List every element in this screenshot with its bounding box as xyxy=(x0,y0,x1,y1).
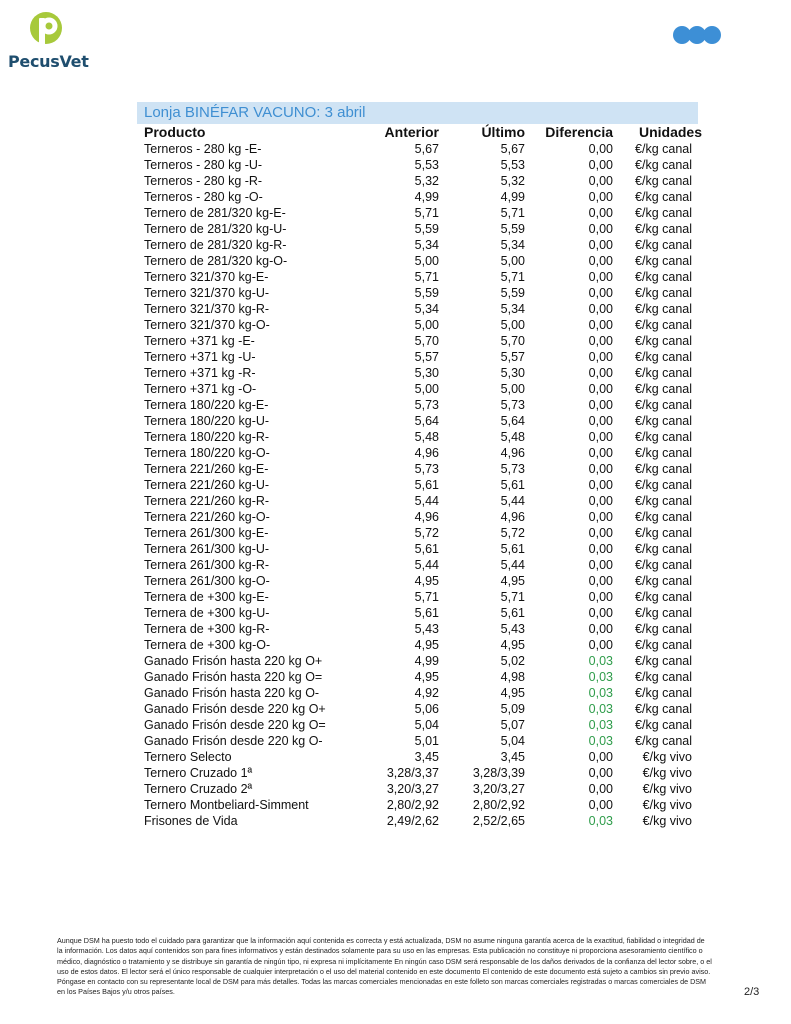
anterior-cell: 5,43 xyxy=(414,622,439,636)
table-row xyxy=(140,445,702,461)
diferencia-cell: 0,00 xyxy=(588,782,613,796)
diferencia-cell: 0,00 xyxy=(588,574,613,588)
anterior-cell: 5,61 xyxy=(414,606,439,620)
table-row xyxy=(140,365,702,381)
producto-cell: Ternera 261/300 kg-R- xyxy=(144,558,270,572)
unidades-cell: €/kg canal xyxy=(635,270,692,284)
unidades-cell: €/kg vivo xyxy=(642,782,692,796)
producto-cell: Ternero Montbeliard-Simment xyxy=(144,798,309,812)
unidades-cell: €/kg canal xyxy=(635,606,692,620)
table-row xyxy=(140,589,702,605)
diferencia-cell: 0,00 xyxy=(588,174,613,188)
anterior-cell: 3,20/3,27 xyxy=(386,782,439,796)
producto-cell: Ternera 261/300 kg-E- xyxy=(144,526,269,540)
unidades-cell: €/kg canal xyxy=(635,510,692,524)
anterior-cell: 5,57 xyxy=(414,350,439,364)
producto-cell: Ternero de 281/320 kg-R- xyxy=(144,238,287,252)
table-row xyxy=(140,541,702,557)
table-row xyxy=(140,573,702,589)
diferencia-cell: 0,03 xyxy=(588,814,613,828)
table-row xyxy=(140,253,702,269)
table-row xyxy=(140,749,702,765)
unidades-cell: €/kg canal xyxy=(635,590,692,604)
unidades-cell: €/kg vivo xyxy=(642,814,692,828)
anterior-cell: 4,96 xyxy=(414,510,439,524)
diferencia-cell: 0,00 xyxy=(588,446,613,460)
column-header-producto: Producto xyxy=(144,124,206,140)
table-row xyxy=(140,173,702,189)
ultimo-cell: 5,70 xyxy=(500,334,525,348)
column-header-unidades: Unidades xyxy=(638,124,702,140)
table-row xyxy=(140,653,702,669)
brand-name: PecusVet xyxy=(8,52,89,71)
producto-cell: Ternero Cruzado 2ª xyxy=(144,782,253,796)
unidades-cell: €/kg canal xyxy=(635,654,692,668)
ultimo-cell: 5,64 xyxy=(500,414,525,428)
table-row xyxy=(140,413,702,429)
ultimo-cell: 5,44 xyxy=(500,494,525,508)
unidades-cell: €/kg canal xyxy=(635,558,692,572)
unidades-cell: €/kg canal xyxy=(635,430,692,444)
ultimo-cell: 5,61 xyxy=(500,606,525,620)
producto-cell: Ternera de +300 kg-U- xyxy=(144,606,270,620)
table-row xyxy=(140,493,702,509)
producto-cell: Ternera 180/220 kg-R- xyxy=(144,430,270,444)
table-row xyxy=(140,333,702,349)
producto-cell: Terneros - 280 kg -E- xyxy=(144,142,262,156)
ultimo-cell: 5,61 xyxy=(500,478,525,492)
diferencia-cell: 0,00 xyxy=(588,510,613,524)
table-row xyxy=(140,381,702,397)
ultimo-cell: 4,95 xyxy=(500,574,525,588)
table-row xyxy=(140,685,702,701)
unidades-cell: €/kg canal xyxy=(635,206,692,220)
ultimo-cell: 5,00 xyxy=(500,382,525,396)
table-row xyxy=(140,397,702,413)
producto-cell: Ternero +371 kg -R- xyxy=(144,366,256,380)
title-banner xyxy=(137,102,698,124)
ultimo-cell: 5,30 xyxy=(500,366,525,380)
table-row xyxy=(140,637,702,653)
unidades-cell: €/kg canal xyxy=(635,318,692,332)
producto-cell: Ternero 321/370 kg-E- xyxy=(144,270,269,284)
anterior-cell: 5,44 xyxy=(414,494,439,508)
anterior-cell: 2,80/2,92 xyxy=(386,798,439,812)
producto-cell: Ternera de +300 kg-R- xyxy=(144,622,270,636)
table-row xyxy=(140,205,702,221)
anterior-cell: 3,28/3,37 xyxy=(386,766,439,780)
ultimo-cell: 5,44 xyxy=(500,558,525,572)
diferencia-cell: 0,00 xyxy=(588,462,613,476)
ultimo-cell: 5,43 xyxy=(500,622,525,636)
ultimo-cell: 4,99 xyxy=(500,190,525,204)
diferencia-cell: 0,00 xyxy=(588,638,613,652)
diferencia-cell: 0,00 xyxy=(588,542,613,556)
diferencia-cell: 0,00 xyxy=(588,622,613,636)
diferencia-cell: 0,00 xyxy=(588,382,613,396)
ultimo-cell: 5,48 xyxy=(500,430,525,444)
diferencia-cell: 0,00 xyxy=(588,190,613,204)
anterior-cell: 5,00 xyxy=(414,254,439,268)
diferencia-cell: 0,00 xyxy=(588,254,613,268)
ultimo-cell: 5,71 xyxy=(500,270,525,284)
producto-cell: Ternero de 281/320 kg-O- xyxy=(144,254,288,268)
ultimo-cell: 4,95 xyxy=(500,686,525,700)
diferencia-cell: 0,00 xyxy=(588,798,613,812)
page-number: 2/3 xyxy=(744,986,760,998)
producto-cell: Ganado Frisón hasta 220 kg O= xyxy=(144,670,323,684)
pecusvet-logo-icon xyxy=(26,10,66,50)
diferencia-cell: 0,00 xyxy=(588,430,613,444)
diferencia-cell: 0,00 xyxy=(588,558,613,572)
anterior-cell: 4,96 xyxy=(414,446,439,460)
anterior-cell: 4,99 xyxy=(414,654,439,668)
table-row xyxy=(140,269,702,285)
anterior-cell: 5,32 xyxy=(414,174,439,188)
diferencia-cell: 0,00 xyxy=(588,398,613,412)
diferencia-cell: 0,00 xyxy=(588,222,613,236)
diferencia-cell: 0,00 xyxy=(588,238,613,252)
table-row xyxy=(140,461,702,477)
unidades-cell: €/kg canal xyxy=(635,670,692,684)
ultimo-cell: 5,61 xyxy=(500,542,525,556)
unidades-cell: €/kg canal xyxy=(635,142,692,156)
unidades-cell: €/kg canal xyxy=(635,526,692,540)
anterior-cell: 5,34 xyxy=(414,302,439,316)
diferencia-cell: 0,03 xyxy=(588,734,613,748)
diferencia-cell: 0,00 xyxy=(588,526,613,540)
column-header-ultimo: Último xyxy=(481,124,525,140)
ultimo-cell: 5,09 xyxy=(500,702,525,716)
producto-cell: Ternera 221/260 kg-O- xyxy=(144,510,270,524)
table-row xyxy=(140,349,702,365)
anterior-cell: 5,73 xyxy=(414,398,439,412)
unidades-cell: €/kg canal xyxy=(635,366,692,380)
producto-cell: Ternera de +300 kg-E- xyxy=(144,590,269,604)
table-row xyxy=(140,221,702,237)
ultimo-cell: 5,07 xyxy=(500,718,525,732)
ultimo-cell: 4,96 xyxy=(500,510,525,524)
unidades-cell: €/kg canal xyxy=(635,334,692,348)
anterior-cell: 4,92 xyxy=(414,686,439,700)
producto-cell: Ternero de 281/320 kg-U- xyxy=(144,222,287,236)
ultimo-cell: 5,00 xyxy=(500,318,525,332)
producto-cell: Ternero +371 kg -U- xyxy=(144,350,256,364)
disclaimer-text: Aunque DSM ha puesto todo el cuidado para garantizar que la información aquí contenida es correcta y está actualizada, DSM no asume ninguna garantía acerca de la exactitud, fiabilidad o integridad de la información. Los datos aquí contenidos son para fines informativos y están destinados solamente para su uso en las empresas. Esta publicación no constituye ni proporciona asesoramiento científico o médico, diagnóstico o tratamiento y se distribuye sin garantía de ningún tipo, ni expresa ni implícitamente En ningún caso DSM será responsable de los daños derivados de la confianza del lector sobre, o el uso de estos datos. El lector será el único responsable de cualquier interpretación o el uso del material contenido en este documento El contenido de este documento está sujeto a cambios sin previo aviso. Póngase en contacto con su representante local de DSM para más detalles. Todas las marcas comerciales mencionadas en este folleto son marcas comerciales registradas o marcas comerciales de DSM en los Países Bajos y/u otros países. xyxy=(57,936,712,997)
anterior-cell: 5,34 xyxy=(414,238,439,252)
anterior-cell: 4,95 xyxy=(414,574,439,588)
ultimo-cell: 3,28/3,39 xyxy=(472,766,525,780)
price-table xyxy=(140,124,702,829)
table-row xyxy=(140,301,702,317)
table-row xyxy=(140,813,702,829)
table-row xyxy=(140,157,702,173)
unidades-cell: €/kg canal xyxy=(635,302,692,316)
anterior-cell: 5,06 xyxy=(414,702,439,716)
producto-cell: Ganado Frisón desde 220 kg O= xyxy=(144,718,326,732)
table-row xyxy=(140,477,702,493)
producto-cell: Ternero +371 kg -E- xyxy=(144,334,255,348)
producto-cell: Ternero 321/370 kg-O- xyxy=(144,318,270,332)
anterior-cell: 5,00 xyxy=(414,318,439,332)
diferencia-cell: 0,00 xyxy=(588,606,613,620)
producto-cell: Ternera 180/220 kg-U- xyxy=(144,414,270,428)
diferencia-cell: 0,00 xyxy=(588,286,613,300)
diferencia-cell: 0,00 xyxy=(588,478,613,492)
ultimo-cell: 5,73 xyxy=(500,462,525,476)
producto-cell: Terneros - 280 kg -O- xyxy=(144,190,263,204)
unidades-cell: €/kg canal xyxy=(635,254,692,268)
anterior-cell: 5,71 xyxy=(414,590,439,604)
ultimo-cell: 5,73 xyxy=(500,398,525,412)
ultimo-cell: 4,96 xyxy=(500,446,525,460)
anterior-cell: 5,53 xyxy=(414,158,439,172)
unidades-cell: €/kg canal xyxy=(635,638,692,652)
unidades-cell: €/kg vivo xyxy=(642,766,692,780)
diferencia-cell: 0,00 xyxy=(588,750,613,764)
ultimo-cell: 5,67 xyxy=(500,142,525,156)
table-row xyxy=(140,733,702,749)
ultimo-cell: 5,59 xyxy=(500,222,525,236)
table-row xyxy=(140,237,702,253)
unidades-cell: €/kg canal xyxy=(635,494,692,508)
table-row xyxy=(140,701,702,717)
diferencia-cell: 0,00 xyxy=(588,206,613,220)
table-row xyxy=(140,189,702,205)
producto-cell: Ganado Frisón desde 220 kg O- xyxy=(144,734,323,748)
unidades-cell: €/kg canal xyxy=(635,622,692,636)
anterior-cell: 5,48 xyxy=(414,430,439,444)
column-header-diferencia: Diferencia xyxy=(545,124,613,140)
ultimo-cell: 5,34 xyxy=(500,238,525,252)
table-row xyxy=(140,557,702,573)
diferencia-cell: 0,00 xyxy=(588,414,613,428)
anterior-cell: 5,59 xyxy=(414,222,439,236)
diferencia-cell: 0,03 xyxy=(588,654,613,668)
pecusvet-logo xyxy=(8,10,88,70)
diferencia-cell: 0,03 xyxy=(588,702,613,716)
table-row xyxy=(140,141,702,157)
producto-cell: Ternera 261/300 kg-U- xyxy=(144,542,270,556)
table-row xyxy=(140,717,702,733)
ultimo-cell: 3,45 xyxy=(500,750,525,764)
table-header-row xyxy=(140,124,702,141)
anterior-cell: 5,59 xyxy=(414,286,439,300)
producto-cell: Ganado Frisón hasta 220 kg O- xyxy=(144,686,320,700)
diferencia-cell: 0,00 xyxy=(588,366,613,380)
unidades-cell: €/kg vivo xyxy=(642,798,692,812)
producto-cell: Terneros - 280 kg -U- xyxy=(144,158,263,172)
ultimo-cell: 4,95 xyxy=(500,638,525,652)
producto-cell: Frisones de Vida xyxy=(144,814,238,828)
anterior-cell: 5,01 xyxy=(414,734,439,748)
diferencia-cell: 0,00 xyxy=(588,302,613,316)
unidades-cell: €/kg canal xyxy=(635,222,692,236)
ultimo-cell: 5,71 xyxy=(500,206,525,220)
table-row xyxy=(140,429,702,445)
page-title: Lonja BINÉFAR VACUNO: 3 abril xyxy=(144,104,366,121)
table-row xyxy=(140,797,702,813)
diferencia-cell: 0,00 xyxy=(588,334,613,348)
ultimo-cell: 2,80/2,92 xyxy=(472,798,525,812)
table-row xyxy=(140,525,702,541)
ultimo-cell: 4,98 xyxy=(500,670,525,684)
producto-cell: Ternera 221/260 kg-E- xyxy=(144,462,269,476)
unidades-cell: €/kg canal xyxy=(635,350,692,364)
anterior-cell: 5,61 xyxy=(414,478,439,492)
producto-cell: Ternera 221/260 kg-R- xyxy=(144,494,270,508)
diferencia-cell: 0,00 xyxy=(588,590,613,604)
diferencia-cell: 0,00 xyxy=(588,142,613,156)
producto-cell: Ganado Frisón desde 220 kg O+ xyxy=(144,702,326,716)
ultimo-cell: 5,57 xyxy=(500,350,525,364)
anterior-cell: 5,04 xyxy=(414,718,439,732)
producto-cell: Ternera 180/220 kg-O- xyxy=(144,446,270,460)
ultimo-cell: 5,32 xyxy=(500,174,525,188)
producto-cell: Ternero 321/370 kg-U- xyxy=(144,286,270,300)
anterior-cell: 4,95 xyxy=(414,638,439,652)
anterior-cell: 5,70 xyxy=(414,334,439,348)
unidades-cell: €/kg canal xyxy=(635,686,692,700)
producto-cell: Ternero Cruzado 1ª xyxy=(144,766,253,780)
producto-cell: Ternera 221/260 kg-U- xyxy=(144,478,270,492)
unidades-cell: €/kg canal xyxy=(635,382,692,396)
unidades-cell: €/kg canal xyxy=(635,478,692,492)
producto-cell: Ternero de 281/320 kg-E- xyxy=(144,206,286,220)
diferencia-cell: 0,00 xyxy=(588,158,613,172)
producto-cell: Terneros - 280 kg -R- xyxy=(144,174,263,188)
anterior-cell: 5,44 xyxy=(414,558,439,572)
unidades-cell: €/kg canal xyxy=(635,734,692,748)
table-row xyxy=(140,317,702,333)
ultimo-cell: 5,71 xyxy=(500,590,525,604)
ultimo-cell: 5,34 xyxy=(500,302,525,316)
ultimo-cell: 2,52/2,65 xyxy=(472,814,525,828)
unidades-cell: €/kg canal xyxy=(635,174,692,188)
unidades-cell: €/kg canal xyxy=(635,446,692,460)
anterior-cell: 4,99 xyxy=(414,190,439,204)
producto-cell: Ternero 321/370 kg-R- xyxy=(144,302,270,316)
unidades-cell: €/kg canal xyxy=(635,702,692,716)
table-row xyxy=(140,765,702,781)
diferencia-cell: 0,03 xyxy=(588,686,613,700)
column-header-anterior: Anterior xyxy=(384,124,439,140)
unidades-cell: €/kg canal xyxy=(635,542,692,556)
producto-cell: Ternero +371 kg -O- xyxy=(144,382,257,396)
table-body xyxy=(140,141,702,829)
table-row xyxy=(140,781,702,797)
producto-cell: Ternera 261/300 kg-O- xyxy=(144,574,270,588)
diferencia-cell: 0,00 xyxy=(588,766,613,780)
diferencia-cell: 0,03 xyxy=(588,670,613,684)
producto-cell: Ternero Selecto xyxy=(144,750,232,764)
anterior-cell: 5,73 xyxy=(414,462,439,476)
anterior-cell: 5,72 xyxy=(414,526,439,540)
unidades-cell: €/kg canal xyxy=(635,190,692,204)
diferencia-cell: 0,00 xyxy=(588,270,613,284)
ultimo-cell: 5,04 xyxy=(500,734,525,748)
anterior-cell: 3,45 xyxy=(414,750,439,764)
unidades-cell: €/kg vivo xyxy=(642,750,692,764)
anterior-cell: 5,61 xyxy=(414,542,439,556)
table-row xyxy=(140,605,702,621)
ultimo-cell: 5,00 xyxy=(500,254,525,268)
anterior-cell: 4,95 xyxy=(414,670,439,684)
unidades-cell: €/kg canal xyxy=(635,574,692,588)
anterior-cell: 2,49/2,62 xyxy=(386,814,439,828)
table-row xyxy=(140,621,702,637)
ultimo-cell: 5,59 xyxy=(500,286,525,300)
header-dots-icon xyxy=(673,26,721,44)
anterior-cell: 5,71 xyxy=(414,270,439,284)
anterior-cell: 5,71 xyxy=(414,206,439,220)
ultimo-cell: 3,20/3,27 xyxy=(472,782,525,796)
diferencia-cell: 0,03 xyxy=(588,718,613,732)
unidades-cell: €/kg canal xyxy=(635,398,692,412)
diferencia-cell: 0,00 xyxy=(588,350,613,364)
unidades-cell: €/kg canal xyxy=(635,286,692,300)
producto-cell: Ternera de +300 kg-O- xyxy=(144,638,271,652)
anterior-cell: 5,64 xyxy=(414,414,439,428)
anterior-cell: 5,00 xyxy=(414,382,439,396)
table-row xyxy=(140,285,702,301)
anterior-cell: 5,30 xyxy=(414,366,439,380)
table-row xyxy=(140,509,702,525)
producto-cell: Ternera 180/220 kg-E- xyxy=(144,398,269,412)
diferencia-cell: 0,00 xyxy=(588,494,613,508)
table-row xyxy=(140,669,702,685)
unidades-cell: €/kg canal xyxy=(635,718,692,732)
ultimo-cell: 5,53 xyxy=(500,158,525,172)
ultimo-cell: 5,02 xyxy=(500,654,525,668)
unidades-cell: €/kg canal xyxy=(635,238,692,252)
unidades-cell: €/kg canal xyxy=(635,414,692,428)
unidades-cell: €/kg canal xyxy=(635,462,692,476)
unidades-cell: €/kg canal xyxy=(635,158,692,172)
ultimo-cell: 5,72 xyxy=(500,526,525,540)
anterior-cell: 5,67 xyxy=(414,142,439,156)
diferencia-cell: 0,00 xyxy=(588,318,613,332)
producto-cell: Ganado Frisón hasta 220 kg O+ xyxy=(144,654,323,668)
